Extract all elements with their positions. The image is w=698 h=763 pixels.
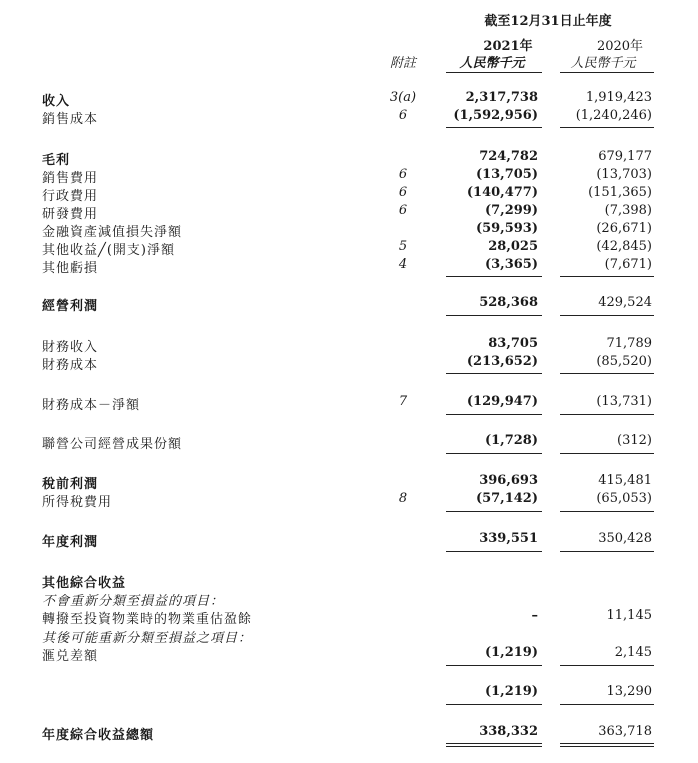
row-value-2020: 11,145 — [606, 608, 652, 623]
row-value-2020: (13,703) — [596, 167, 652, 182]
subtotal-line — [446, 373, 542, 374]
subtotal-line — [560, 276, 654, 277]
row-value-2020: 71,789 — [606, 336, 652, 351]
subtotal-line — [446, 551, 542, 552]
note-column-header: 附註 — [389, 56, 417, 71]
row-value-2021: (1,592,956) — [453, 108, 538, 123]
row-value-2021: (3,365) — [484, 257, 538, 272]
row-value-2021: 339,551 — [479, 531, 538, 546]
row-label: 轉撥至投資物業時的物業重估盈餘 — [42, 612, 253, 627]
row-label: 金融資產減值損失淨額 — [42, 225, 183, 240]
row-value-2020: (7,671) — [604, 257, 652, 272]
row-value-2021: 396,693 — [479, 473, 538, 488]
row-value-2021: 338,332 — [479, 724, 538, 739]
oci-subtotal-2021: (1,219) — [484, 684, 538, 699]
row-value-2020: (26,671) — [596, 221, 652, 236]
row-value-2021: (59,593) — [475, 221, 538, 236]
col-2021-unit: 人民幣千元 — [459, 56, 525, 71]
row-value-2021: (1,728) — [484, 433, 538, 448]
row-value-2020: 415,481 — [598, 473, 652, 488]
row-note: 8 — [398, 491, 408, 506]
row-value-2020: (13,731) — [596, 394, 652, 409]
subtotal-line — [560, 704, 654, 705]
row-value-2020: (65,053) — [596, 491, 652, 506]
row-value-2021: 28,025 — [488, 239, 538, 254]
total-double-line — [560, 746, 654, 747]
row-label: 稅前利潤 — [42, 477, 99, 492]
row-value-2021: (1,219) — [484, 645, 538, 660]
row-label: 聯營公司經營成果份額 — [42, 437, 183, 452]
row-value-2020: (151,365) — [588, 185, 652, 200]
col-2020-unit: 人民幣千元 — [570, 56, 636, 71]
total-double-line — [560, 743, 654, 744]
col-2021-year: 2021年 — [483, 39, 533, 54]
row-value-2021: (7,299) — [484, 203, 538, 218]
row-note: 3(a) — [389, 90, 417, 105]
row-value-2021: (57,142) — [475, 491, 538, 506]
row-label: 年度綜合收益總額 — [42, 728, 155, 743]
subtotal-line — [560, 453, 654, 454]
row-label: 研發費用 — [42, 207, 99, 222]
subtotal-line — [560, 315, 654, 316]
subtotal-line — [446, 127, 542, 128]
subtotal-line — [446, 276, 542, 277]
total-double-line — [446, 743, 542, 744]
row-label: 收入 — [42, 94, 71, 109]
subtotal-line — [560, 665, 654, 666]
row-value-2021: (213,652) — [466, 354, 538, 369]
subtotal-line — [446, 665, 542, 666]
row-label: 經營利潤 — [42, 299, 99, 314]
period-heading: 截至12月31日止年度 — [484, 14, 612, 29]
row-value-2020: 429,524 — [598, 295, 652, 310]
row-note: 4 — [398, 257, 408, 272]
row-value-2021: 83,705 — [488, 336, 538, 351]
total-double-line — [446, 746, 542, 747]
row-value-2020: 350,428 — [598, 531, 652, 546]
section-heading: 其他綜合收益 — [42, 576, 127, 591]
row-note: 5 — [398, 239, 408, 254]
row-value-2020: 679,177 — [598, 149, 652, 164]
row-label: 財務收入 — [42, 340, 99, 355]
row-label: 毛利 — [42, 153, 71, 168]
row-label: 年度利潤 — [42, 535, 99, 550]
row-note: 7 — [398, 394, 408, 409]
row-value-2020: (1,240,246) — [575, 108, 652, 123]
header-underline-2021 — [446, 72, 542, 73]
row-note: 6 — [398, 167, 408, 182]
subtotal-line — [446, 704, 542, 705]
row-label: 財務成本 — [42, 358, 99, 373]
row-label: 財務成本－淨額 — [42, 398, 141, 413]
row-label: 所得稅費用 — [42, 495, 113, 510]
row-label: 銷售費用 — [42, 171, 99, 186]
col-2020-year: 2020年 — [596, 39, 644, 54]
row-value-2021: 724,782 — [479, 149, 538, 164]
subsection-heading: 不會重新分類至損益的項目： — [42, 594, 225, 609]
row-note: 6 — [398, 185, 408, 200]
row-label: 銷售成本 — [42, 112, 99, 127]
subtotal-line — [560, 551, 654, 552]
subtotal-line — [446, 511, 542, 512]
row-value-2020: 2,145 — [614, 645, 652, 660]
row-value-2021: 528,368 — [479, 295, 538, 310]
oci-subtotal-2020: 13,290 — [606, 684, 652, 699]
subtotal-line — [560, 511, 654, 512]
row-value-2020: (42,845) — [596, 239, 652, 254]
row-label: 其他收益╱(開支)淨額 — [42, 243, 175, 258]
row-value-2021: (140,477) — [466, 185, 538, 200]
header-underline-2020 — [560, 72, 654, 73]
row-value-2020: (85,520) — [596, 354, 652, 369]
row-value-2020: (7,398) — [604, 203, 652, 218]
row-value-2021: (129,947) — [466, 394, 538, 409]
row-label: 其他虧損 — [42, 261, 99, 276]
subtotal-line — [560, 414, 654, 415]
row-note: 6 — [398, 203, 408, 218]
row-label: 行政費用 — [42, 189, 99, 204]
row-value-2020: 1,919,423 — [585, 90, 652, 105]
row-note: 6 — [398, 108, 408, 123]
row-value-2021: – — [531, 608, 538, 623]
subsection-heading: 其後可能重新分類至損益之項目： — [42, 631, 253, 646]
row-label: 滙兑差額 — [42, 649, 99, 664]
subtotal-line — [446, 315, 542, 316]
subtotal-line — [446, 453, 542, 454]
subtotal-line — [446, 414, 542, 415]
subtotal-line — [560, 127, 654, 128]
subtotal-line — [560, 373, 654, 374]
row-value-2020: (312) — [617, 433, 652, 448]
row-value-2020: 363,718 — [598, 724, 652, 739]
row-value-2021: (13,705) — [475, 167, 538, 182]
row-value-2021: 2,317,738 — [465, 90, 538, 105]
